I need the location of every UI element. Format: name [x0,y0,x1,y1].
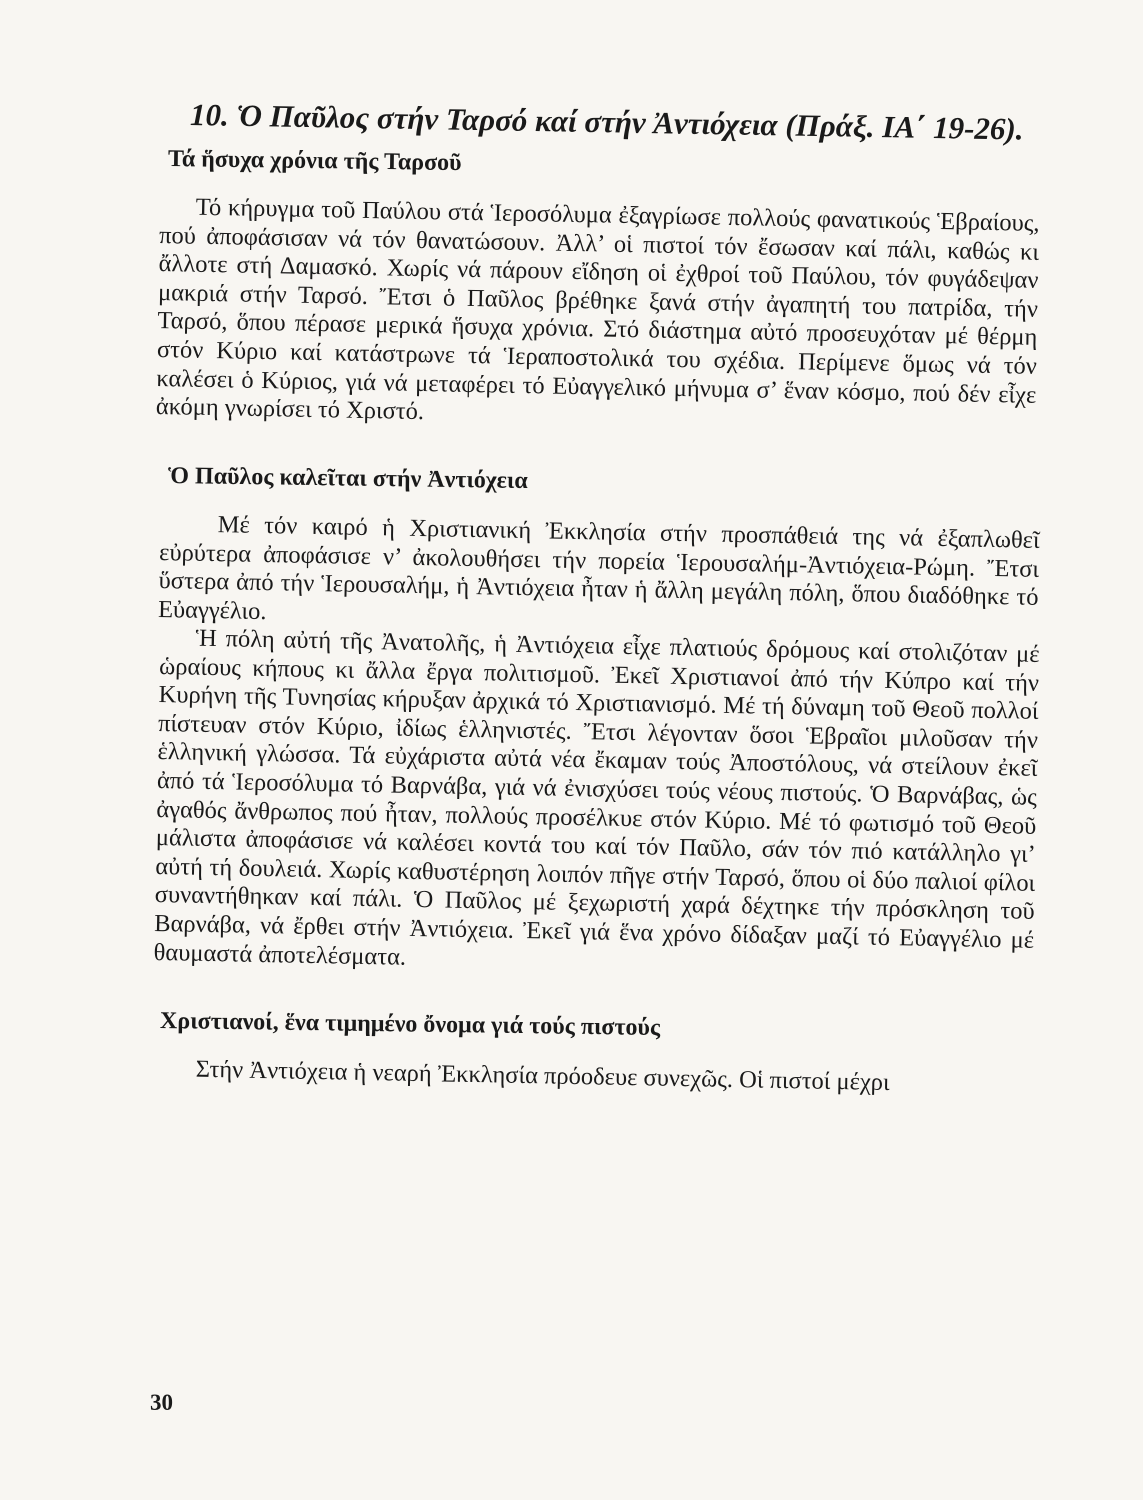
section-heading-called-to-antioch: Ὁ Παῦλος καλεῖται στήν Ἀντιόχεια [167,462,528,494]
page-number: 30 [150,1390,173,1415]
chapter-title: 10. Ὁ Παῦλος στήν Ταρσό καί στήν Ἀντιόχεια (Πράξ. ΙΑ΄ 19-26). [189,97,1024,147]
paragraph: Ἡ πόλη αὐτή τῆς Ἀνατολῆς, ἡ Ἀντιόχεια εἶχε πλατιούς δρόμους καί στολιζόταν μέ ὡραίους κήπους κι ἄλλα ἔργα πολιτισμοῦ. Ἐκεῖ Χριστιανοί ἀπό τήν Κύπρο καί τήν Κυρήνη τῆς Τυνησίας κήρυξαν ἀρχικά τό Χριστιανισμό. Μέ τή δύναμη τοῦ Θεοῦ πολλοί πίστευαν στόν Κύριο, ἰδίως ἑλληνιστές. Ἔτσι λέγονταν ὅσοι Ἑβραῖοι μιλοῦσαν τήν ἑλληνική γλώσσα. Τά εὐχάριστα αὐτά νέα ἔκαμαν τούς Ἀποστόλους, νά στείλουν ἐκεῖ ἀπό τά Ἱεροσόλυμα τό Βαρνάβα, γιά νά ἐνισχύσει τούς νέους πιστούς. Ὁ Βαρνάβας, ὡς ἀγαθός ἄνθρωπος πού ἦταν, πολλούς προσέλκυε στόν Κύριο. Μέ τό φωτισμό τοῦ Θεοῦ μάλιστα ἀποφάσισε νά καλέσει κοντά του καί τόν Παῦλο, σάν τόν πιό κατάλληλο γι’ αὐτή τή δουλειά. Χωρίς καθυστέρηση λοιπόν πῆγε στήν Ταρσό, ὅπου οἱ δύο παλιοί φίλοι συναντήθηκαν καί πάλι. Ὁ Παῦλος μέ ξεχωριστή χαρά δέχτηκε τήν πρόσκληση τοῦ Βαρνάβα, νά ἔρθει στήν Ἀντιόχεια. Ἐκεῖ γιά ἕνα χρόνο δίδαξαν μαζί τό Εὐαγγέλιο μέ θαυμαστά ἀποτελέσματα. [153,624,1040,971]
section-heading-christians-name: Χριστιανοί, ἕνα τιμημένο ὄνομα γιά τούς πιστούς [159,1008,661,1042]
paragraph: Στήν Ἀντιόχεια ἡ νεαρή Ἐκκλησία πρόοδευε συνεχῶς. Οἱ πιστοί μέχρι [195,1055,890,1097]
section-heading-tarsus-years: Τά ἥσυχα χρόνια τῆς Ταρσοῦ [167,146,462,177]
paragraph: Μέ τόν καιρό ἡ Χριστιανική Ἐκκλησία στήν προσπάθειά της νά ἐξαπλωθεῖ εὐρύτερα ἀποφάσισε ν’ ἀκολουθήσει τήν πορεία Ἱερουσαλήμ-Ἀντιόχεια-Ρώμη. Ἔτσι ὕστερα ἀπό τήν Ἱερουσαλήμ, ἡ Ἀντιόχεια ἦταν ἡ ἄλλη μεγάλη πόλη, ὅπου διαδόθηκε τό Εὐαγγέλιο. [157,510,1040,625]
paragraph: Τό κήρυγμα τοῦ Παύλου στά Ἱεροσόλυμα ἐξαγρίωσε πολλούς φανατικούς Ἑβραίους, πού ἀποφάσισαν νά τόν θανατώσουν. Ἀλλ’ οἱ πιστοί τόν ἔσωσαν καί πάλι, καθώς κι ἄλλοτε στή Δαμασκό. Χωρίς νά πάρουν εἴδηση οἱ ἐχθροί τοῦ Παύλου, τόν φυγάδεψαν μακριά στήν Ταρσό. Ἔτσι ὁ Παῦλος βρέθηκε ξανά στήν ἀγαπητή του πατρίδα, τήν Ταρσό, ὅπου πέρασε μερικά ἥσυχα χρόνια. Στό διάστημα αὐτό προσευχόταν μέ θέρμη στόν Κύριο καί κατάστρωνε τά Ἱεραποστολικά του σχέδια. Περίμενε ὅμως νά τόν καλέσει ὁ Κύριος, γιά νά μεταφέρει τό Εὐαγγελικό μήνυμα σ’ ἕναν κόσμο, πού δέν εἶχε ἀκόμη γνωρίσει τό Χριστό. [155,193,1040,426]
page-content [153,95,1040,1097]
